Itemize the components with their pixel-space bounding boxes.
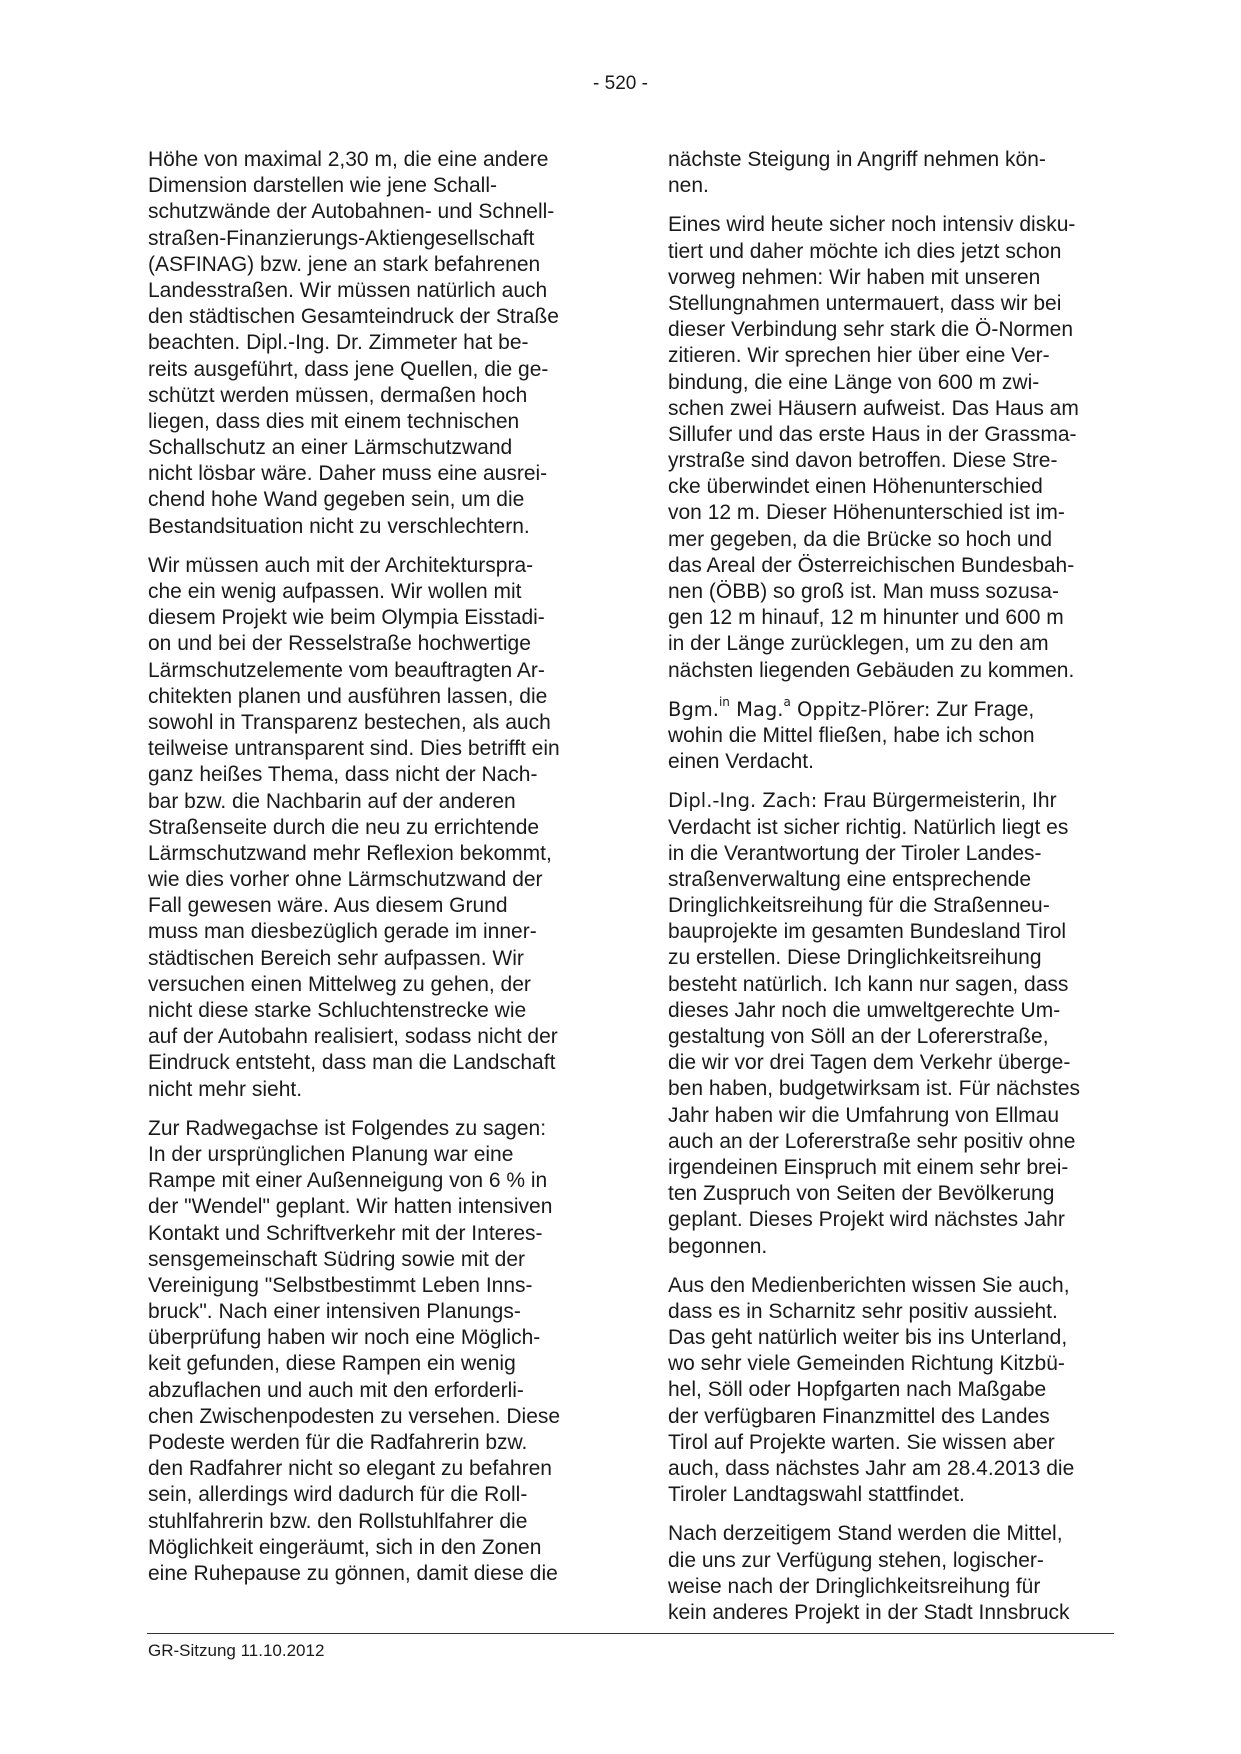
text-line: dieser Verbindung sehr stark die Ö-Normen xyxy=(668,318,1074,342)
text-line: zitieren. Wir sprechen hier über eine Ver- xyxy=(668,344,1050,368)
text-line: weise nach der Dringlichkeitsreihung für xyxy=(668,1574,1041,1598)
text-line: bauprojekte im gesamten Bundesland Tirol xyxy=(668,920,1067,944)
text-line: den städtischen Gesamteindruck der Straße xyxy=(148,305,559,329)
paragraph-zach-antwort xyxy=(668,788,1113,1259)
text-line: Rampe mit einer Außenneigung von 6 % in xyxy=(148,1169,548,1193)
text-line: Verdacht ist sicher richtig. Natürlich liegt es xyxy=(668,815,1069,839)
superscript-in: in xyxy=(718,695,730,710)
text-line: muss man diesbezüglich gerade im inner- xyxy=(148,920,537,944)
text-line: nen. xyxy=(668,174,709,198)
text-line: auch an der Lofererstraße sehr positiv ohne xyxy=(668,1129,1076,1153)
paragraph-radwegachse xyxy=(148,1116,593,1587)
text-line: Möglichkeit eingeräumt, sich in den Zonen xyxy=(148,1535,542,1559)
text-line: reits ausgeführt, dass jene Quellen, die ge- xyxy=(148,357,549,381)
text-line: tiert und daher möchte ich dies jetzt schon xyxy=(668,239,1062,263)
paragraph-steigung xyxy=(668,147,1113,199)
right-column xyxy=(668,147,1113,1639)
text-line: nicht lösbar wäre. Daher muss eine ausrei- xyxy=(148,462,548,486)
text-line: on und bei der Resselstraße hochwertige xyxy=(148,632,531,656)
text-line: dass es in Scharnitz sehr positiv aussieht. xyxy=(668,1299,1058,1323)
text-line: auf der Autobahn realisiert, sodass nicht der xyxy=(148,1025,558,1049)
text-line: Jahr haben wir die Umfahrung von Ellmau xyxy=(668,1103,1060,1127)
text-line: schutzwände der Autobahnen- und Schnell- xyxy=(148,200,555,224)
left-column xyxy=(148,147,593,1600)
speaker-line-text: Frau Bürgermeisterin, Ihr xyxy=(817,789,1057,813)
text-line: Schallschutz an einer Lärmschutzwand xyxy=(148,436,513,460)
text-line: In der ursprünglichen Planung war eine xyxy=(148,1142,514,1166)
text-line: wohin die Mittel fließen, habe ich schon xyxy=(668,723,1035,747)
paragraph-oe-normen xyxy=(668,212,1113,683)
text-line: sowohl in Transparenz bestechen, als auch xyxy=(148,710,551,734)
text-line: das Areal der Österreichischen Bundesbah- xyxy=(668,553,1075,577)
speaker-label-bgm: Bgm.$^{in}$ Mag.$^a$ Oppitz-Plörer: xyxy=(668,695,931,721)
text-line: cke überwindet einen Höhenunterschied xyxy=(668,475,1043,499)
text-line: diesem Projekt wie beim Olympia Eisstadi- xyxy=(148,606,545,630)
text-line: nen (ÖBB) so groß ist. Man muss sozusa- xyxy=(668,580,1059,603)
text-line: Landesstraßen. Wir müssen natürlich auch xyxy=(148,278,548,302)
text-line: zu erstellen. Diese Dringlichkeitsreihung xyxy=(668,946,1042,970)
text-line: bindung, die eine Länge von 600 m zwi- xyxy=(668,370,1040,394)
text-line: ten Zuspruch von Seiten der Bevölkerung xyxy=(668,1182,1055,1206)
text-line: Sillufer und das erste Haus in der Grassma- xyxy=(668,422,1077,446)
text-line: stuhlfahrerin bzw. den Rollstuhlfahrer die xyxy=(148,1509,528,1533)
text-line: Stellungnahmen untermauert, dass wir bei xyxy=(668,291,1062,315)
paragraph-derzeitiger-stand xyxy=(668,1521,1113,1626)
text-line: dieses Jahr noch die umweltgerechte Um- xyxy=(668,998,1061,1022)
text-line: nicht mehr sieht. xyxy=(148,1077,303,1101)
text-line: versuchen einen Mittelweg zu gehen, der xyxy=(148,972,531,996)
speaker-label-zach: Dipl.-Ing. Zach: xyxy=(668,789,818,813)
text-line: chitekten planen und ausführen lassen, die xyxy=(148,684,548,708)
text-line: ben haben, budgetwirksam ist. Für nächstes xyxy=(668,1077,1081,1101)
text-line: der "Wendel" geplant. Wir hatten intensiven xyxy=(148,1195,553,1219)
text-line: Podeste werden für die Radfahrerin bzw. xyxy=(148,1431,528,1454)
text-line: gestaltung von Söll an der Lofererstraße, xyxy=(668,1025,1049,1048)
text-line: Nach derzeitigem Stand werden die Mittel, xyxy=(668,1522,1063,1546)
text-line: liegen, dass dies mit einem technischen xyxy=(148,409,520,433)
text-line: Straßenseite durch die neu zu errichtende xyxy=(148,815,540,839)
text-line: sensgemeinschaft Südring sowie mit der xyxy=(148,1247,526,1271)
text-line: Lärmschutzelemente vom beauftragten Ar- xyxy=(148,658,545,682)
text-line: straßenverwaltung eine entsprechende xyxy=(668,867,1032,891)
speaker-line-text: Zur Frage, xyxy=(930,697,1035,721)
text-line: wie dies vorher ohne Lärmschutzwand der xyxy=(148,868,543,892)
text-line: Tiroler Landtagswahl stattfindet. xyxy=(668,1483,965,1507)
text-line: eine Ruhepause zu gönnen, damit diese die xyxy=(148,1561,558,1585)
paragraph-rest xyxy=(668,815,1113,1260)
paragraph-rest xyxy=(668,723,1113,775)
footer-divider xyxy=(147,1633,1114,1634)
text-line: kein anderes Projekt in der Stadt Innsbruck xyxy=(668,1600,1070,1624)
text-line: die uns zur Verfügung stehen, logischer- xyxy=(668,1548,1044,1572)
text-line: irgendeinen Einspruch mit einem sehr brei- xyxy=(668,1155,1069,1179)
text-line: keit gefunden, diese Rampen ein wenig xyxy=(148,1352,516,1376)
paragraph-medienberichte xyxy=(668,1273,1113,1509)
paragraph-laermschutz-hoehe xyxy=(148,147,593,540)
text-line: (ASFINAG) bzw. jene an stark befahrenen xyxy=(148,252,541,276)
text-line: begonnen. xyxy=(668,1234,768,1258)
text-line: Eindruck entsteht, dass man die Landschaft xyxy=(148,1051,556,1075)
text-line: überprüfung haben wir noch eine Möglich- xyxy=(148,1326,541,1350)
text-line: chen Zwischenpodesten zu versehen. Diese xyxy=(148,1404,561,1428)
text-line: schützt werden müssen, dermaßen hoch xyxy=(148,383,528,407)
paragraph-buergermeisterin-frage xyxy=(668,697,1113,776)
text-line: nicht diese starke Schluchtenstrecke wie xyxy=(148,999,527,1022)
text-line: Das geht natürlich weiter bis ins Unterland, xyxy=(668,1326,1068,1350)
text-line: hel, Söll oder Hopfgarten nach Maßgabe xyxy=(668,1378,1047,1402)
text-line: Fall gewesen wäre. Aus diesem Grund xyxy=(148,894,508,918)
text-line: gen 12 m hinauf, 12 m hinunter und 600 m xyxy=(668,606,1064,630)
paragraph-architektursprache xyxy=(148,553,593,1103)
text-line: städtischen Bereich sehr aufpassen. Wir xyxy=(148,946,524,970)
text-line: geplant. Dieses Projekt wird nächstes Jahr xyxy=(668,1208,1065,1232)
text-line: Tirol auf Projekte warten. Sie wissen aber xyxy=(668,1430,1055,1454)
page-number: - 520 - xyxy=(593,73,648,94)
text-line: schen zwei Häusern aufweist. Das Haus am xyxy=(668,396,1079,420)
text-line: beachten. Dipl.-Ing. Dr. Zimmeter hat be- xyxy=(148,331,529,355)
text-line: einen Verdacht. xyxy=(668,750,814,774)
text-line: teilweise untransparent sind. Dies betrifft ein xyxy=(148,737,560,761)
text-line: den Radfahrer nicht so elegant zu befahren xyxy=(148,1457,552,1481)
text-line: vorweg nehmen: Wir haben mit unseren xyxy=(668,265,1041,289)
text-line: der verfügbaren Finanzmittel des Landes xyxy=(668,1404,1050,1428)
text-line: Zur Radwegachse ist Folgendes zu sagen: xyxy=(148,1116,547,1140)
text-line: Lärmschutzwand mehr Reflexion bekommt, xyxy=(148,841,552,865)
text-line: von 12 m. Dieser Höhenunterschied ist im- xyxy=(668,501,1065,525)
text-line: besteht natürlich. Ich kann nur sagen, dass xyxy=(668,972,1069,996)
footer-session-date: GR-Sitzung 11.10.2012 xyxy=(148,1641,325,1660)
text-line: Vereinigung "Selbstbestimmt Leben Inns- xyxy=(148,1273,533,1297)
text-line: Höhe von maximal 2,30 m, die eine andere xyxy=(148,148,549,171)
text-line: in der Länge zurücklegen, um zu den am xyxy=(668,632,1049,656)
text-line: bar bzw. die Nachbarin auf der anderen xyxy=(148,789,516,813)
speaker-line xyxy=(668,788,1113,814)
text-line: che ein wenig aufpassen. Wir wollen mit xyxy=(148,580,522,603)
text-line: auch, dass nächstes Jahr am 28.4.2013 die xyxy=(668,1457,1075,1480)
text-line: wo sehr viele Gemeinden Richtung Kitzbü- xyxy=(668,1352,1065,1376)
text-line: nächste Steigung in Angriff nehmen kön- xyxy=(668,148,1046,171)
text-line: Dringlichkeitsreihung für die Straßenneu- xyxy=(668,894,1050,918)
text-line: Wir müssen auch mit der Architekturspra- xyxy=(148,553,534,577)
text-line: Dimension darstellen wie jene Schall- xyxy=(148,174,498,198)
text-line: sein, allerdings wird dadurch für die Roll- xyxy=(148,1483,528,1507)
text-line: bruck". Nach einer intensiven Planungs- xyxy=(148,1300,521,1324)
text-line: Kontakt und Schriftverkehr mit der Interes- xyxy=(148,1221,543,1245)
text-line: straßen-Finanzierungs-Aktiengesellschaft xyxy=(148,226,535,250)
superscript-a: a xyxy=(783,695,791,710)
text-line: Eines wird heute sicher noch intensiv disku- xyxy=(668,213,1076,237)
text-line: mer gegeben, da die Brücke so hoch und xyxy=(668,527,1053,551)
text-line: ganz heißes Thema, dass nicht der Nach- xyxy=(148,763,538,787)
text-line: in die Verantwortung der Tiroler Landes- xyxy=(668,841,1042,865)
text-line: abzuflachen und auch mit den erforderli- xyxy=(148,1378,524,1402)
text-line: nächsten liegenden Gebäuden zu kommen. xyxy=(668,658,1075,682)
text-line: die wir vor drei Tagen dem Verkehr überge- xyxy=(668,1051,1071,1075)
text-line: Bestandsituation nicht zu verschlechtern. xyxy=(148,514,530,538)
speaker-line xyxy=(668,697,1113,723)
text-line: Aus den Medienberichten wissen Sie auch, xyxy=(668,1273,1070,1297)
text-line: chend hohe Wand gegeben sein, um die xyxy=(148,488,525,512)
text-line: yrstraße sind davon betroffen. Diese Stre- xyxy=(668,449,1058,473)
